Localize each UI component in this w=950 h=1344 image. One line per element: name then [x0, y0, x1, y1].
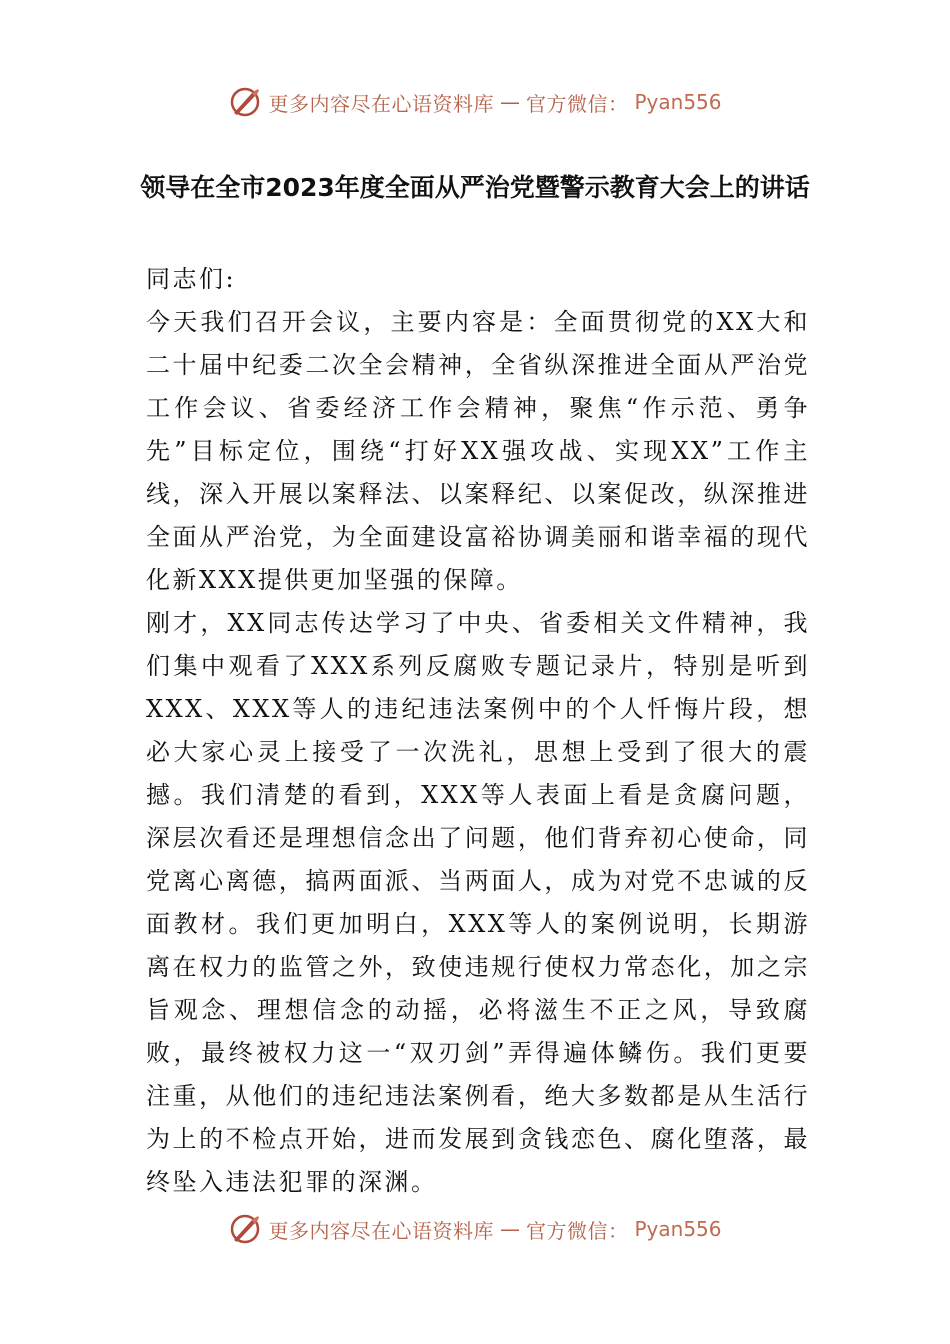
watermark-text: 更多内容尽在心语资料库: [268, 1218, 494, 1243]
document-body: [146, 258, 810, 1204]
watermark-label: 官方微信：: [525, 91, 629, 116]
watermark-label: 官方微信：: [525, 1218, 629, 1243]
document-title: 领导在全市2023年度全面从严治党暨警示教育大会上的讲话: [140, 173, 810, 202]
watermark-account: Pyan556: [634, 90, 722, 114]
quill-logo-icon: [228, 85, 262, 119]
watermark-account: Pyan556: [634, 1217, 722, 1241]
paragraph: 刚才，XX同志传达学习了中央、省委相关文件精神，我们集中观看了XXX系列反腐败专题记录片，特别是听到XXX、XXX等人的违纪违法案例中的个人忏悔片段，想必大家心灵上接受了一次洗礼，思想上受到了很大的震撼。我们清楚的看到，XXX等人表面上看是贪腐问题，深层次看还是理想信念出了问题，他们背弃初心使命，同党离心离德，搞两面派、当两面人，成为对党不忠诚的反面教材。我们更加明白，XXX等人的案例说明，长期游离在权力的监管之外，致使违规行使权力常态化，加之宗旨观念、理想信念的动摇，必将滋生不正之风，导致腐败，最终被权力这一“双刃剑”弄得遍体鳞伤。我们更要注重，从他们的违纪违法案例看，绝大多数都是从生活行为上的不检点开始，进而发展到贪钱恋色、腐化堕落，最终坠入违法犯罪的深渊。: [146, 609, 810, 1196]
paragraph: 今天我们召开会议，主要内容是：全面贯彻党的XX大和二十届中纪委二次全会精神，全省纵深推进全面从严治党工作会议、省委经济工作会精神，聚焦“作示范、勇争先”目标定位，围绕“打好XX强攻战、实现XX”工作主线，深入开展以案释法、以案释纪、以案促改，纵深推进全面从严治党，为全面建设富裕协调美丽和谐幸福的现代化新XXX提供更加坚强的保障。: [146, 308, 810, 594]
watermark-separator: —: [499, 90, 520, 114]
watermark-separator: —: [499, 1217, 520, 1241]
salutation: 同志们:: [146, 265, 237, 293]
quill-logo-icon: [228, 1212, 262, 1246]
footer-watermark: [0, 1209, 950, 1249]
watermark-text: 更多内容尽在心语资料库: [268, 91, 494, 116]
header-watermark: [0, 82, 950, 122]
